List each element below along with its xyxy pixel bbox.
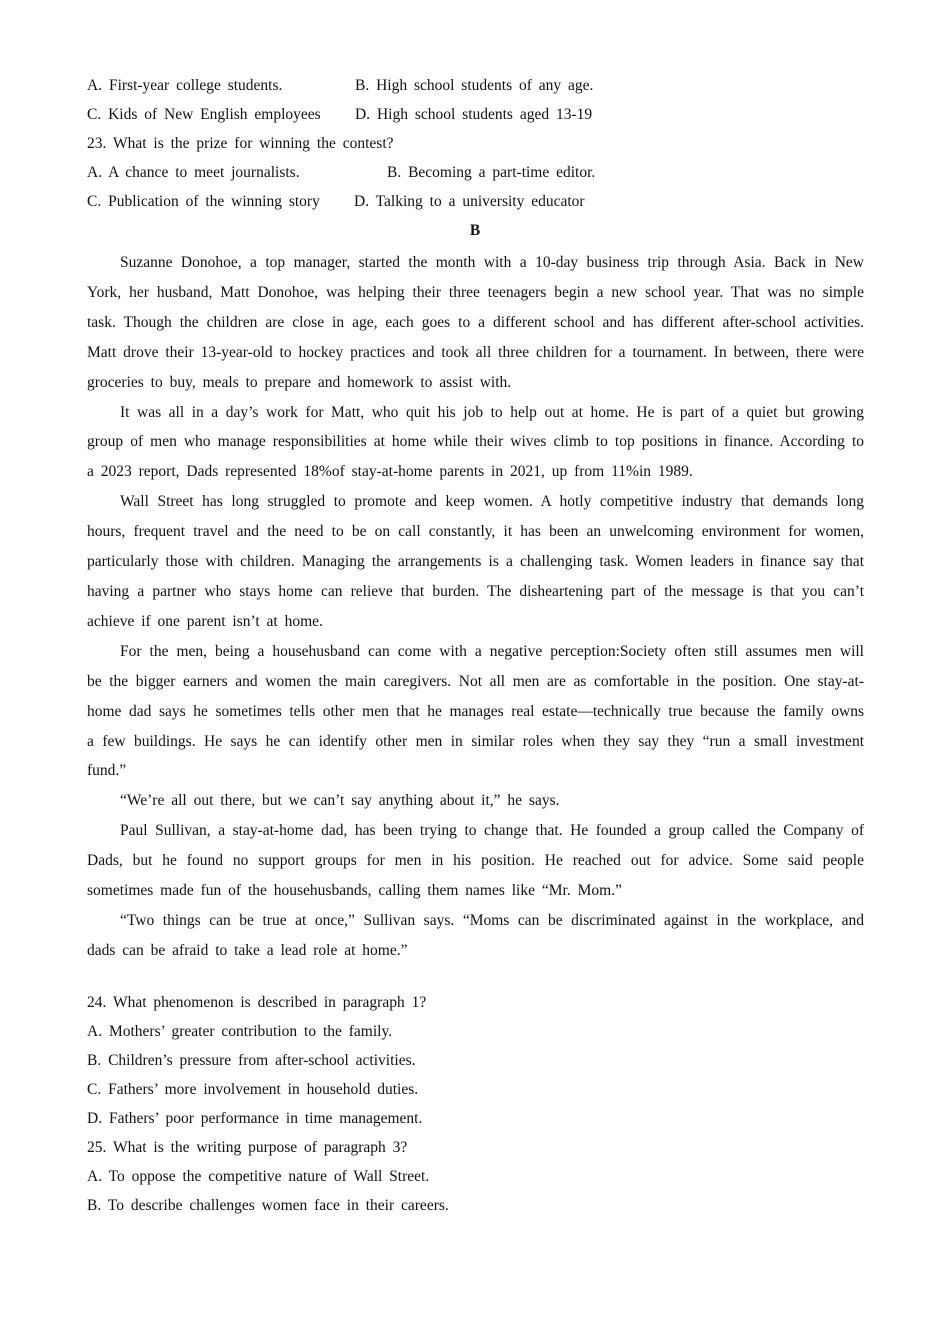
q23-option-d: D. Talking to a university educator: [354, 193, 585, 210]
passage-paragraph-6: Paul Sullivan, a stay-at-home dad, has been trying to change that. He founded a group called the Company of Dads, but he found no support groups for men in his position. He reached out for advice. Some said people sometimes made fun of the househusbands, calling them names like “Mr. Mom.”: [87, 822, 864, 900]
q22-option-c: C. Kids of New English employees: [87, 106, 321, 123]
q23-options-row-2: [87, 192, 647, 212]
q24-option-b: B. Children’s pressure from after-school activities.: [87, 1052, 416, 1069]
q24-option-d: D. Fathers’ poor performance in time management.: [87, 1110, 423, 1127]
q23-option-b: B. Becoming a part-time editor.: [387, 164, 596, 181]
passage: [87, 248, 864, 966]
q22-option-a: A. First-year college students.: [87, 77, 283, 94]
q22-option-b: B. High school students of any age.: [355, 77, 594, 94]
passage-paragraph-4: For the men, being a househusband can come with a negative perception:Society often still assumes men will be the bigger earners and women the main caregivers. Not all men are as comfortable in the position. One stay-at-home dad says he sometimes tells other men that he manages real estate—technically true because the family owns a few buildings. He says he can identify other men in similar roles when they say they “run a small investment fund.”: [87, 642, 864, 780]
questions-block: [87, 988, 864, 1220]
q22-option-d: D. High school students aged 13-19: [355, 106, 593, 123]
passage-paragraph-1: Suzanne Donohoe, a top manager, started the month with a 10-day business trip through Asia. Back in New York, her husband, Matt Donohoe, was helping their three teenagers begin a new school year. That was no simple task. Though the children are close in age, each goes to a different school and has different after-school activities. Matt drove their 13-year-old to hockey practices and took all three children for a tournament. In between, there were groceries to buy, meals to prepare and homework to assist with.: [87, 254, 864, 391]
q22-options-row-1: [87, 76, 647, 96]
q24-option-c: C. Fathers’ more involvement in household duties.: [87, 1081, 419, 1098]
passage-paragraph-7: “Two things can be true at once,” Sullivan says. “Moms can be discriminated against in the workplace, and dads can be afraid to take a lead role at home.”: [87, 911, 864, 959]
q24-option-a: A. Mothers’ greater contribution to the family.: [87, 1023, 393, 1040]
q25-option-a: A. To oppose the competitive nature of Wall Street.: [87, 1168, 430, 1185]
passage-paragraph-3: Wall Street has long struggled to promote and keep women. A hotly competitive industry that demands long hours, frequent travel and the need to be on call constantly, it has been an unwelcoming environment for women, particularly those with children. Managing the arrangements is a challenging task. Women leaders in finance say that having a partner who stays home can relieve that burden. The disheartening part of the message is that you can’t achieve if one parent isn’t at home.: [87, 493, 864, 630]
passage-paragraph-5: “We’re all out there, but we can’t say anything about it,” he says.: [120, 792, 560, 810]
q23-option-a: A. A chance to meet journalists.: [87, 164, 300, 181]
q25-stem: 25. What is the writing purpose of paragraph 3?: [87, 1139, 408, 1156]
q23-option-c: C. Publication of the winning story: [87, 193, 320, 210]
q22-options-row-2: [87, 105, 647, 125]
q23-stem: 23. What is the prize for winning the contest?: [87, 135, 394, 152]
passage-paragraph-2: It was all in a day’s work for Matt, who quit his job to help out at home. He is part of a quiet but growing group of men who manage responsibilities at home while their wives climb to top positions in finance. According to a 2023 report, Dads represented 18%of stay-at-home parents in 2021, up from 11%in 1989.: [87, 403, 864, 481]
section-title: B: [469, 222, 481, 239]
q23-options-row-1: [87, 163, 647, 183]
q25-option-b: B. To describe challenges women face in their careers.: [87, 1197, 449, 1214]
q24-stem: 24. What phenomenon is described in paragraph 1?: [87, 994, 427, 1011]
